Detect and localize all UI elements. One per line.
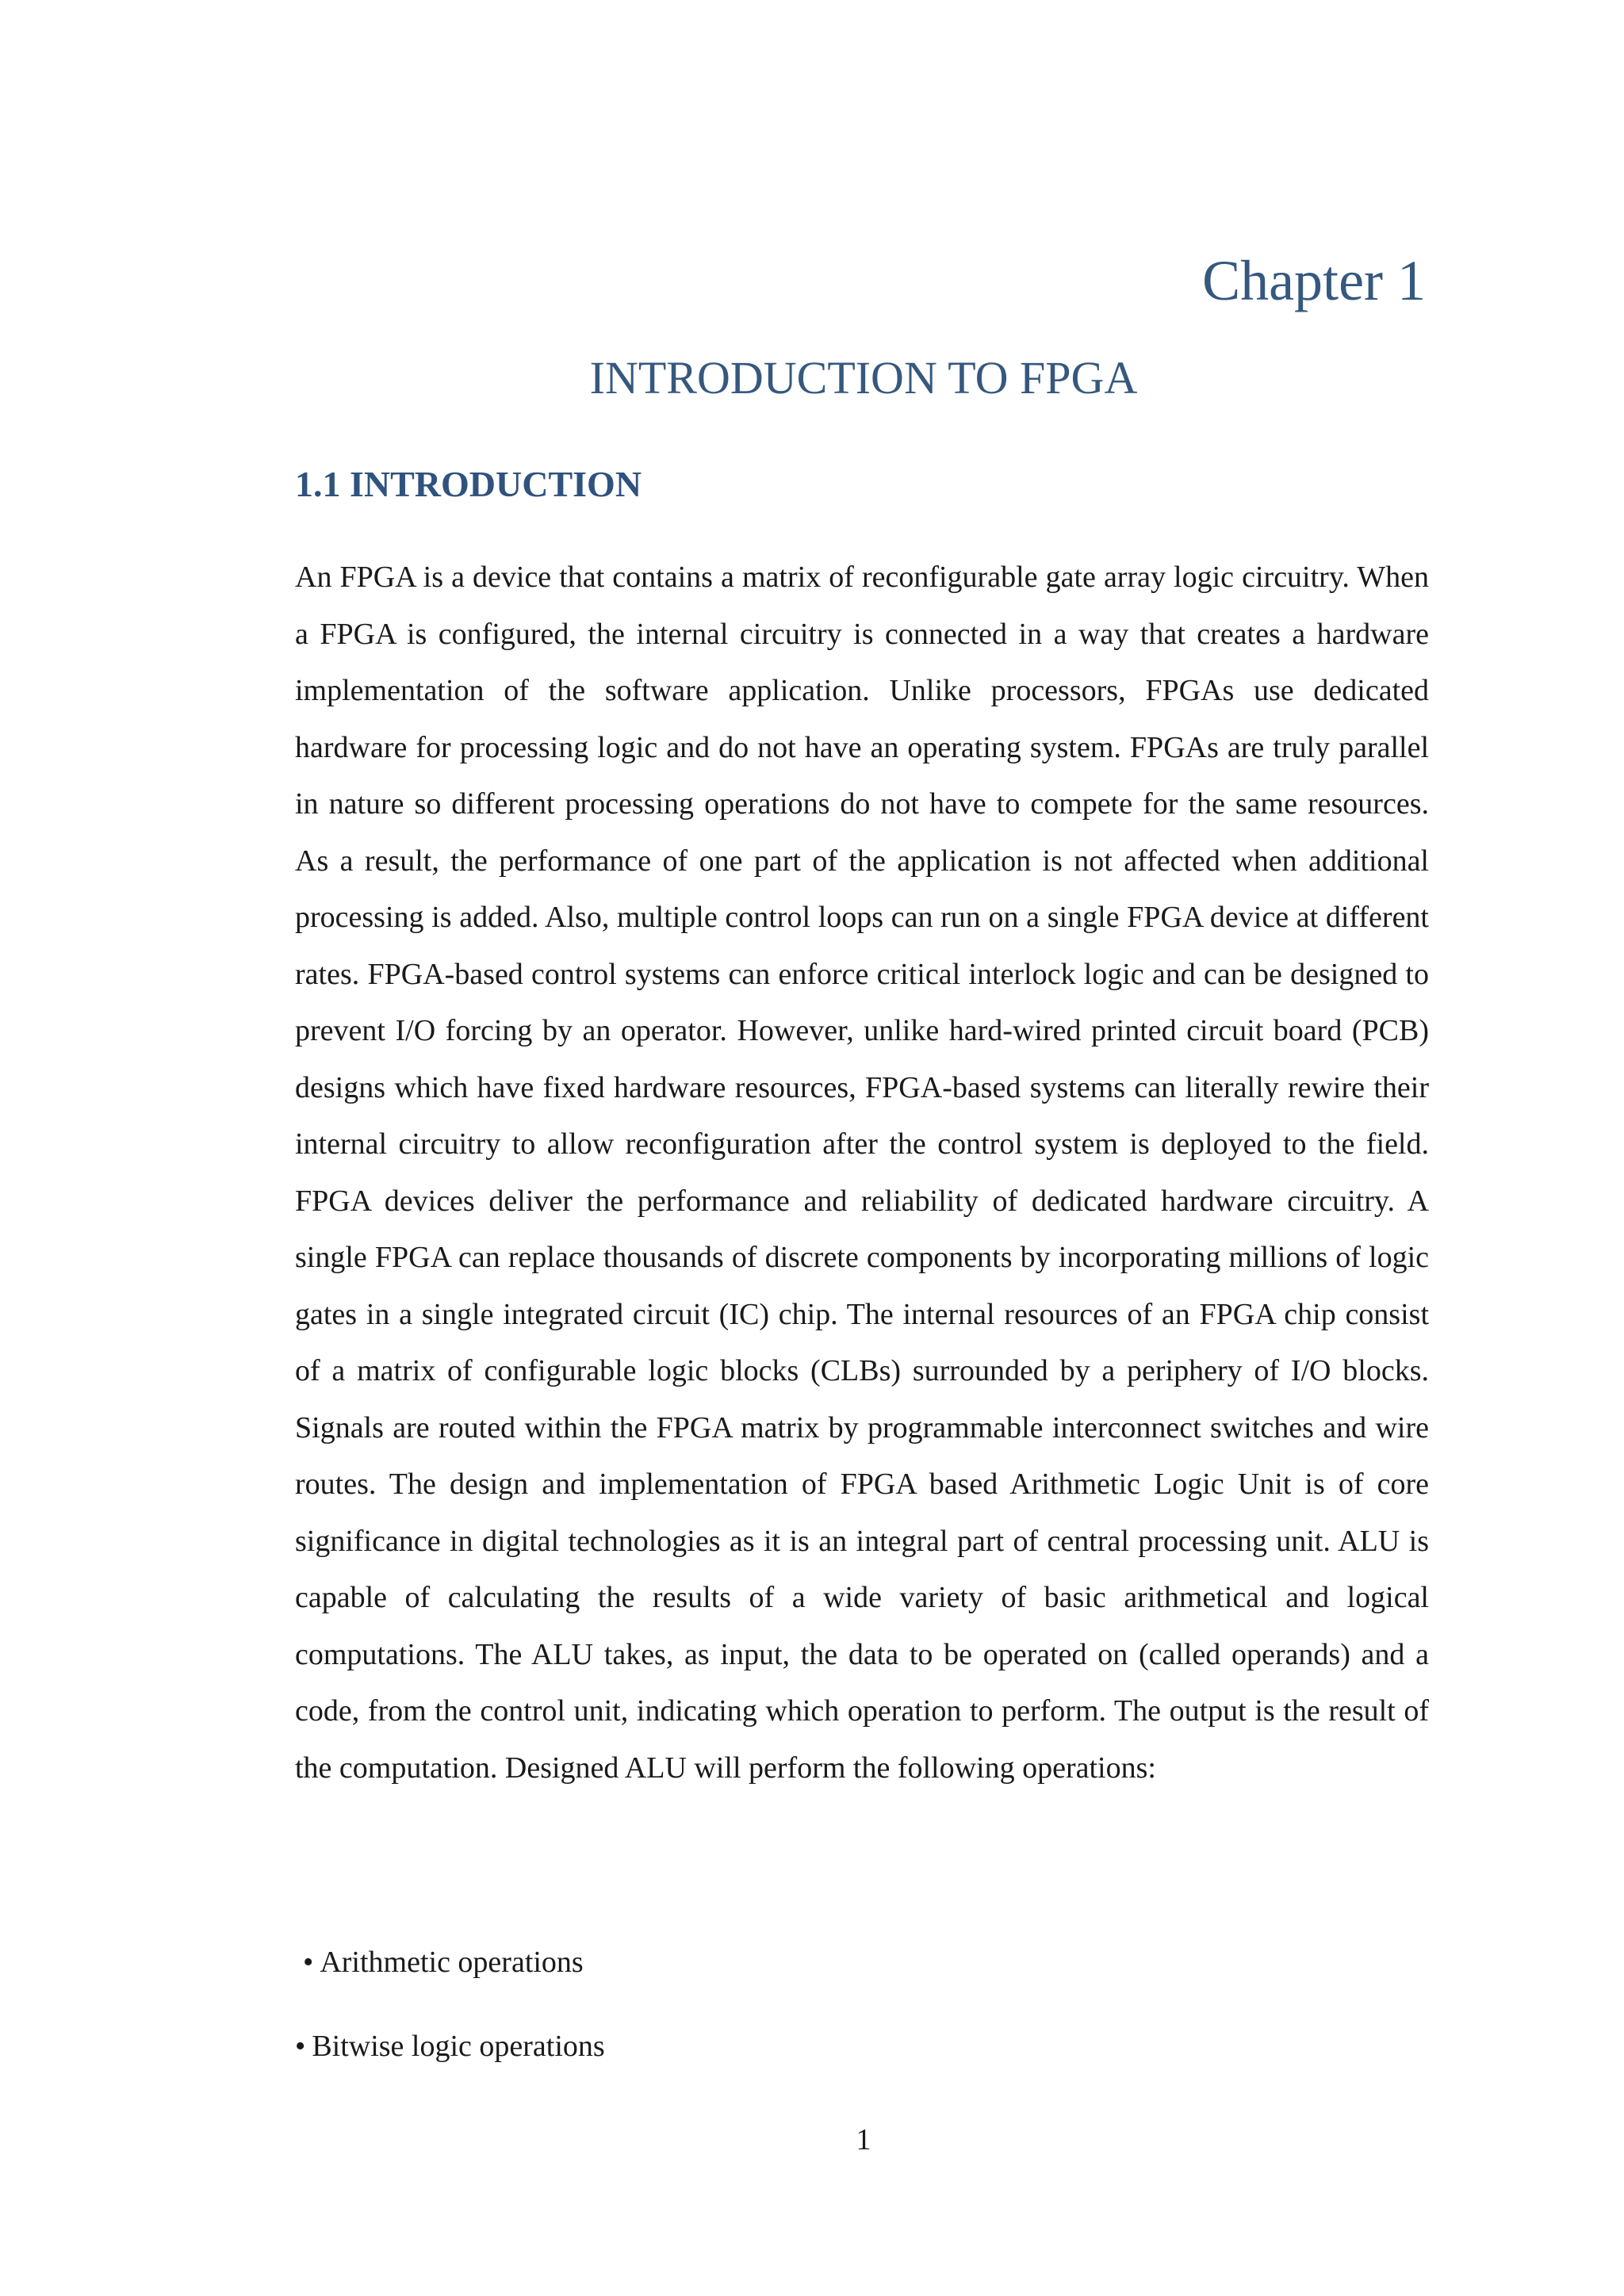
list-item (295, 2019, 605, 2103)
section-heading: 1.1 INTRODUCTION (295, 464, 642, 504)
page-number: 1 (856, 2123, 871, 2156)
list-item-text: Bitwise logic operations (312, 2030, 605, 2063)
chapter-label: Chapter 1 (1202, 249, 1426, 312)
list-item-text: Arithmetic operations (320, 1946, 584, 1979)
bullet-mark: • (303, 1946, 314, 1979)
list-item (295, 1934, 605, 2019)
chapter-title: INTRODUCTION TO FPGA (589, 352, 1138, 404)
bullet-list (295, 1934, 605, 2103)
body-paragraph: An FPGA is a device that contains a matrix of reconfigurable gate array logic circuitry. When a FPGA is configured, the internal circuitry is connected in a way that creates a hardware implementation of the software application. Unlike processors, FPGAs use dedicated hardware for processing logic and do not have an operating system. FPGAs are truly parallel in nature so different processing operations do not have to compete for the same resources. As a result, the performance of one part of the application is not affected when additional processing is added. Also, multiple control loops can run on a single FPGA device at different rates. FPGA-based control systems can enforce critical interlock logic and can be designed to prevent I/O forcing by an operator. However, unlike hard-wired printed circuit board (PCB) designs which have fixed hardware resources, FPGA-based systems can literally rewire their internal circuitry to allow reconfiguration after the control system is deployed to the field. FPGA devices deliver the performance and reliability of dedicated hardware circuitry. A single FPGA can replace thousands of discrete components by incorporating millions of logic gates in a single integrated circuit (IC) chip. The internal resources of an FPGA chip consist of a matrix of configurable logic blocks (CLBs) surrounded by a periphery of I/O blocks. Signals are routed within the FPGA matrix by programmable interconnect switches and wire routes. The design and implementation of FPGA based Arithmetic Logic Unit is of core significance in digital technologies as it is an integral part of central processing unit. ALU is capable of calculating the results of a wide variety of basic arithmetical and logical computations. The ALU takes, as input, the data to be operated on (called operands) and a code, from the control unit, indicating which operation to perform. The output is the result of the computation. Designed ALU will perform the following operations: (295, 561, 1429, 1785)
bullet-mark: • (295, 2030, 306, 2063)
